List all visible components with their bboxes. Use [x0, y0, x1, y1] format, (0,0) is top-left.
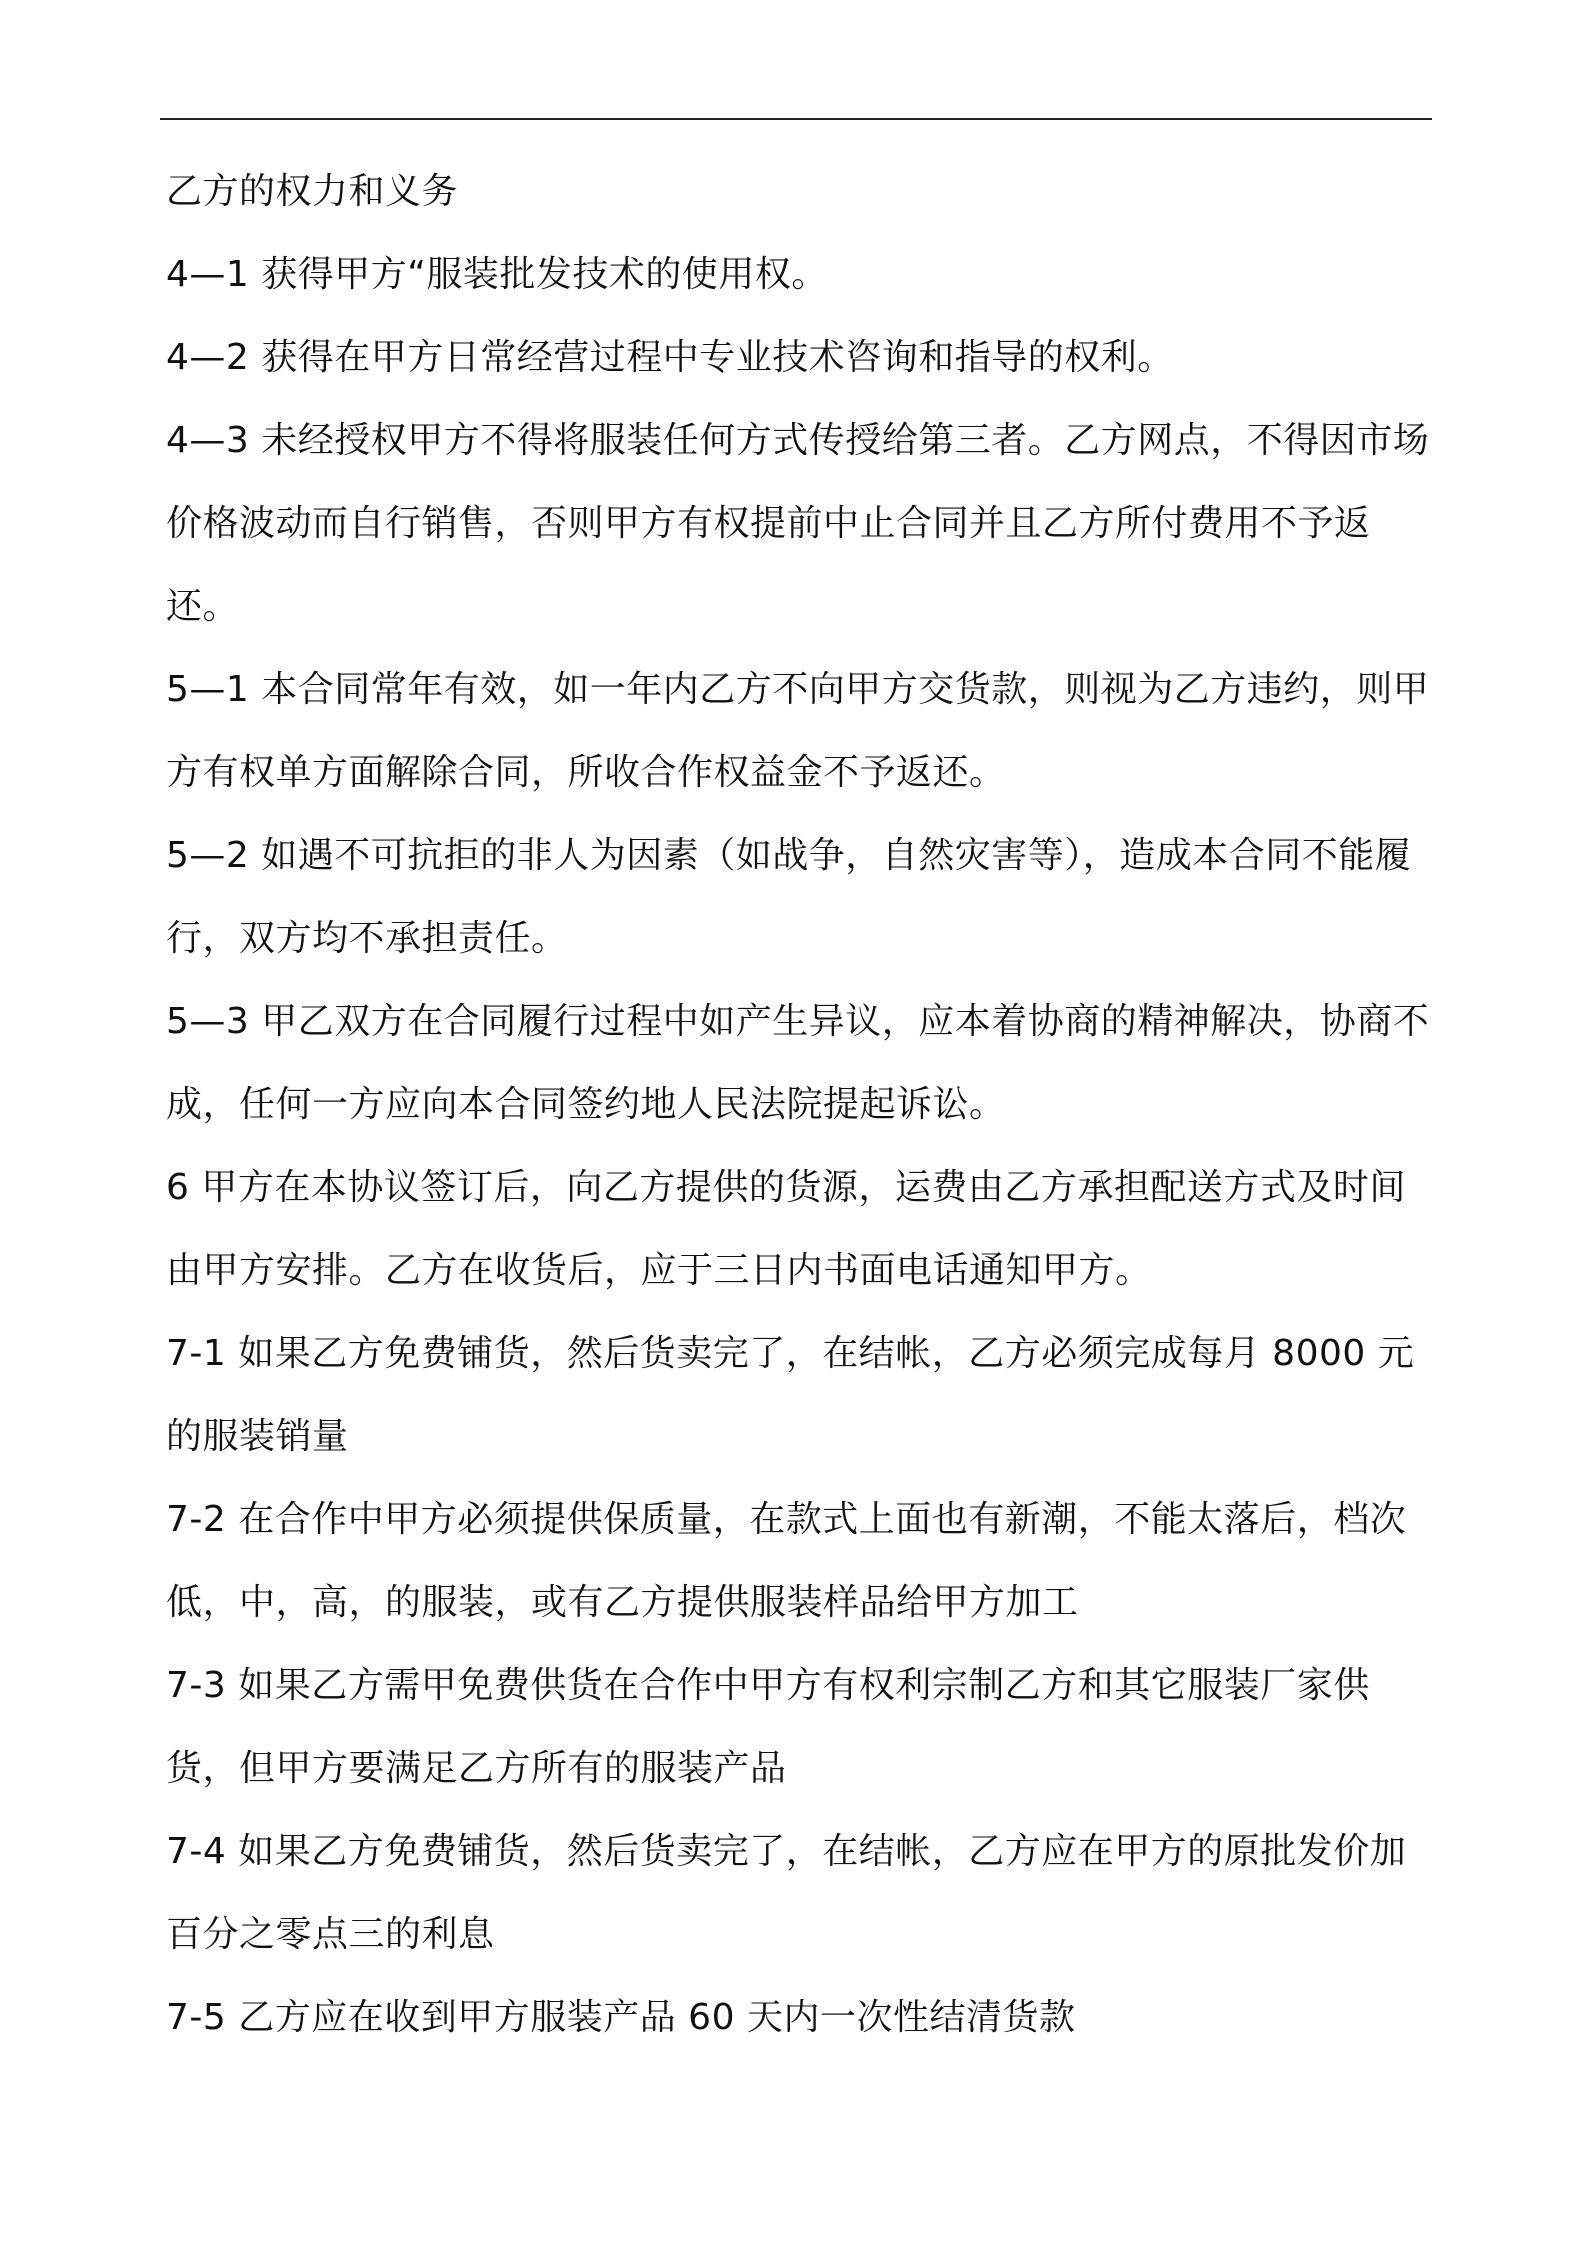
clause-5-2: 5—2 如遇不可抗拒的非人为因素（如战争，自然灾害等），造成本合同不能履行，双方均不承担责任。	[166, 835, 1412, 959]
clause-5-3: 5—3 甲乙双方在合同履行过程中如产生异议，应本着协商的精神解决，协商不成，任何一方应向本合同签约地人民法院提起诉讼。	[166, 1001, 1430, 1125]
clause-7-5: 7-5 乙方应在收到甲方服装产品 60 天内一次性结清货款	[166, 1997, 1076, 2038]
clause-7-1: 7-1 如果乙方免费铺货，然后货卖完了，在结帐，乙方必须完成每月 8000 元的服装销量	[166, 1333, 1415, 1457]
clause-5-1: 5—1 本合同常年有效，如一年内乙方不向甲方交货款，则视为乙方违约，则甲方有权单方面解除合同，所收合作权益金不予返还。	[166, 669, 1430, 793]
clause-6: 6 甲方在本协议签订后，向乙方提供的货源，运费由乙方承担配送方式及时间由甲方安排。乙方在收货后，应于三日内书面电话通知甲方。	[166, 1167, 1406, 1291]
clause-7-4: 7-4 如果乙方免费铺货，然后货卖完了，在结帐，乙方应在甲方的原批发价加百分之零点三的利息	[166, 1831, 1407, 1955]
clause-7-3: 7-3 如果乙方需甲免费供货在合作中甲方有权利宗制乙方和其它服装厂家供货，但甲方要满足乙方所有的服装产品	[166, 1665, 1370, 1789]
section-heading: 乙方的权力和义务	[166, 171, 459, 212]
header-rule	[160, 118, 1432, 120]
clause-7-2: 7-2 在合作中甲方必须提供保质量，在款式上面也有新潮，不能太落后，档次低，中，高，的服装，或有乙方提供服装样品给甲方加工	[166, 1499, 1407, 1623]
clause-4-1: 4—1 获得甲方“服装批发技术的使用权。	[166, 254, 828, 295]
document-body	[166, 150, 1436, 2059]
clause-4-2: 4—2 获得在甲方日常经营过程中专业技术咨询和指导的权利。	[166, 337, 1174, 378]
clause-4-3: 4—3 未经授权甲方不得将服装任何方式传授给第三者。乙方网点，不得因市场价格波动而自行销售，否则甲方有权提前中止合同并且乙方所付费用不予返还。	[166, 420, 1430, 627]
